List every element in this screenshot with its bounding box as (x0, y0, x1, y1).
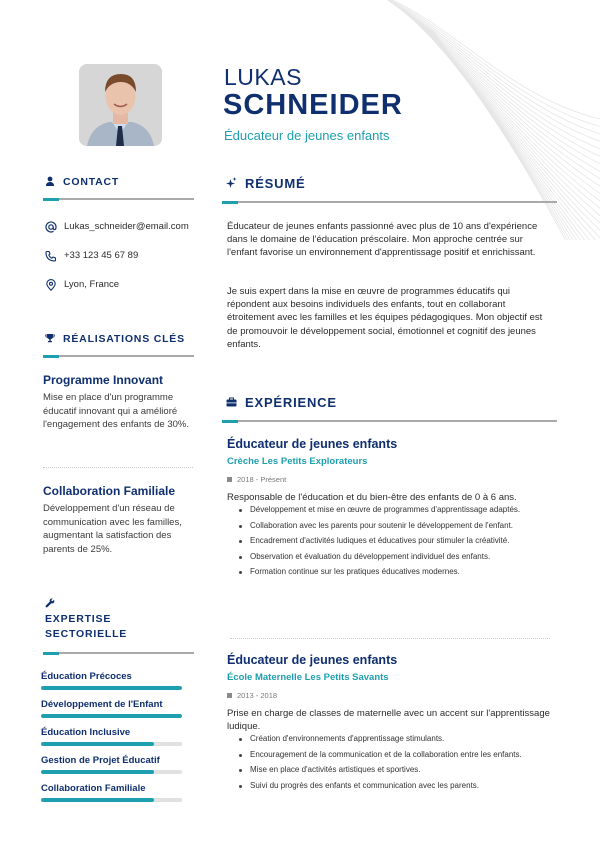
skill-label: Développement de l'Enfant (41, 699, 163, 710)
briefcase-icon (226, 397, 237, 407)
expertise-heading-line1: EXPERTISE (45, 613, 112, 625)
job-bullet: Création d'environnements d'apprentissage stimulants. (239, 734, 529, 745)
skills-list (41, 670, 182, 810)
achievement-text: Développement d'un réseau de communication avec les familles, augmentant la satisfaction des parents de 25%. (43, 503, 182, 555)
experience-entry (227, 437, 557, 583)
expertise-heading (45, 598, 127, 642)
wave-line (388, 1, 600, 151)
summary-paragraph: Éducateur de jeunes enfants passionné avec plus de 10 ans d'expérience dans le domaine de l'éducation préscolaire. Mon approche centrée sur l'enfant favorise un environnement d'apprentissage positif et enrichissant. (227, 221, 538, 259)
job-bullet: Collaboration avec les parents pour soutenir le développement de l'enfant. (239, 521, 529, 532)
skill-bar-fill (41, 742, 154, 746)
phone-icon (45, 250, 57, 262)
achievements-heading (45, 333, 185, 345)
wave-line (384, 0, 600, 135)
achievement-title: Programme Innovant (43, 373, 164, 387)
achievement-item (43, 373, 193, 432)
achievement-title: Collaboration Familiale (43, 484, 176, 498)
wave-line (393, 3, 600, 166)
job-title: Éducateur de jeunes enfants (224, 128, 390, 143)
skill-bar-fill (41, 686, 182, 690)
wave-line (401, 9, 600, 197)
wave-line (430, 29, 600, 240)
summary-heading (226, 176, 305, 191)
job-bullet: Mise en place d'activités artistiques et sportives. (239, 765, 529, 776)
job-bullets (239, 505, 557, 578)
skill-bar (41, 798, 182, 802)
job-dates-text: 2018 - Présent (237, 475, 287, 484)
skill-item (41, 698, 182, 726)
contact-location (45, 270, 205, 299)
skill-label: Éducation Précoces (41, 671, 132, 682)
job-bullet: Encadrement d'activités ludiques et éducatives pour stimuler la créativité. (239, 536, 529, 547)
summary-paragraph: Je suis expert dans la mise en œuvre de programmes éducatifs qui répondent aux besoins individuels des enfants, tout en collaborant étroitement avec les familles et les équipes pédagogiques. Mon objectif est de promouvoir le développement social, émotionnel et cognitif des jeunes enfants. (227, 286, 543, 350)
wave-line (403, 10, 600, 204)
achievement-separator (43, 467, 193, 468)
job-dates (227, 691, 557, 700)
wave-line (414, 17, 600, 240)
wave-line (422, 23, 600, 240)
skill-bar-fill (41, 798, 154, 802)
wave-line (380, 0, 600, 120)
skill-label: Collaboration Familiale (41, 783, 146, 794)
job-description: Responsable de l'éducation et du bien-être des enfants de 0 à 6 ans. (227, 492, 517, 503)
skill-item (41, 754, 182, 782)
experience-heading-text: EXPÉRIENCE (245, 395, 337, 410)
achievement-item (43, 484, 193, 556)
skill-bar-fill (41, 770, 154, 774)
wave-line (426, 26, 600, 240)
contact-email[interactable] (45, 212, 205, 241)
profile-photo (79, 64, 162, 146)
contact-location-text: Lyon, France (64, 279, 120, 290)
experience-heading (226, 395, 337, 410)
wave-line (424, 24, 600, 240)
job-bullet: Encouragement de la communication et de la collaboration entre les enfants. (239, 750, 529, 761)
skill-item (41, 782, 182, 810)
skill-item (41, 670, 182, 698)
job-dates-text: 2013 - 2018 (237, 691, 278, 700)
sparkle-icon (226, 177, 237, 188)
expertise-heading-line2: SECTORIELLE (45, 628, 128, 640)
contact-heading (45, 176, 119, 188)
experience-entry (227, 653, 557, 796)
skill-item (41, 726, 182, 754)
wave-line (416, 19, 600, 240)
skill-bar (41, 742, 182, 746)
location-pin-icon (45, 279, 57, 291)
wave-line (391, 2, 600, 159)
job-title: Éducateur de jeunes enfants (227, 653, 398, 667)
job-bullets (239, 734, 557, 791)
wave-line (409, 15, 600, 228)
user-icon (45, 176, 55, 186)
trophy-icon (45, 333, 55, 343)
wave-line (399, 8, 600, 190)
experience-separator (230, 638, 550, 639)
skill-bar-fill (41, 714, 182, 718)
contact-email-text: Lukas_schneider@email.com (64, 221, 189, 232)
wrench-icon (45, 598, 55, 608)
last-name: SCHNEIDER (223, 89, 403, 121)
wave-line (395, 5, 600, 174)
expertise-divider (43, 652, 194, 654)
contact-phone[interactable] (45, 241, 205, 270)
skill-bar (41, 686, 182, 690)
job-bullet: Observation et évaluation du développement individuel des enfants. (239, 552, 529, 563)
job-bullet: Formation continue sur les pratiques éducatives modernes. (239, 567, 529, 578)
job-title: Éducateur de jeunes enfants (227, 437, 398, 451)
skill-label: Éducation Inclusive (41, 727, 131, 738)
first-name: LUKAS (224, 64, 302, 90)
job-description: Prise en charge de classes de maternelle avec un accent sur l'apprentissage ludique. (227, 708, 550, 732)
skill-bar (41, 714, 182, 718)
wave-line (407, 13, 600, 220)
job-dates (227, 475, 557, 484)
experience-divider (222, 420, 557, 422)
wave-line (428, 27, 600, 240)
contact-heading-text: CONTACT (63, 176, 120, 188)
calendar-icon (227, 693, 232, 698)
job-bullet: Suivi du progrès des enfants et communication avec les parents. (239, 781, 529, 792)
achievements-heading-text: RÉALISATIONS CLÉS (63, 333, 185, 345)
company-name: École Maternelle Les Petits Savants (227, 672, 389, 683)
contact-list (45, 212, 205, 299)
wave-line (420, 22, 600, 240)
skill-bar (41, 770, 182, 774)
contact-phone-text: +33 123 45 67 89 (64, 250, 139, 261)
profile-photo-image (79, 64, 162, 146)
wave-line (418, 20, 600, 240)
wave-line (397, 6, 600, 181)
wave-line (433, 30, 600, 240)
summary-heading-text: RÉSUMÉ (245, 176, 306, 191)
at-icon (45, 221, 57, 233)
company-name: Crèche Les Petits Explorateurs (227, 456, 368, 467)
calendar-icon (227, 477, 232, 482)
wave-line (405, 12, 600, 213)
job-bullet: Développement et mise en œuvre de programmes d'apprentissage adaptés. (239, 505, 529, 516)
contact-divider (43, 198, 194, 200)
skill-label: Gestion de Projet Éducatif (41, 755, 160, 766)
achievement-text: Mise en place d'un programme éducatif innovant qui a amélioré l'engagement des enfants de 30%. (43, 392, 190, 430)
wave-line (386, 0, 600, 143)
achievements-divider (43, 355, 194, 357)
wave-line (382, 0, 600, 128)
summary-divider (222, 201, 557, 203)
